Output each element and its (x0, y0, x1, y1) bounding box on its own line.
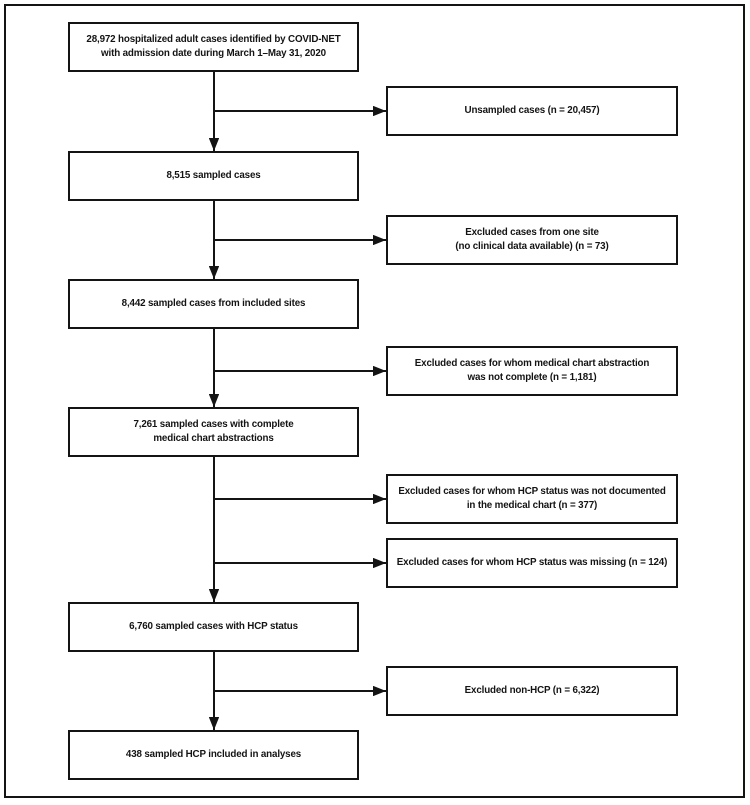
flow-box-text: 8,442 sampled cases from included sites (121, 297, 306, 309)
exclusion-box-text: Excluded cases for whom HCP status was not documented (398, 485, 666, 497)
exclusion-box-text: (no clinical data available) (n = 73) (455, 241, 609, 252)
flow-box-text: 6,760 sampled cases with HCP status (129, 620, 298, 632)
exclusion-box-non-hcp (386, 666, 678, 716)
flow-box-text: with admission date during March 1–May 31, 2020 (101, 48, 326, 59)
flow-box-hcp-status (68, 602, 359, 652)
flow-box-included-sites (68, 279, 359, 329)
exclusion-box-text: was not complete (n = 1,181) (467, 372, 597, 383)
exclusion-box-text: Excluded non-HCP (n = 6,322) (464, 684, 600, 696)
exclusion-box-text: Excluded cases from one site (465, 226, 599, 238)
flow-box-text: 7,261 sampled cases with complete (133, 418, 294, 430)
exclusion-box-unsampled (386, 86, 678, 136)
exclusion-box-text: Unsampled cases (n = 20,457) (464, 104, 600, 116)
exclusion-box-abstraction-incomplete (386, 346, 678, 396)
flow-box-text: 438 sampled HCP included in analyses (125, 748, 302, 760)
exclusion-box-hcp-not-documented (386, 474, 678, 524)
exclusion-box-text: Excluded cases for whom HCP status was missing (n = 124) (396, 556, 668, 568)
exclusion-box-text: Excluded cases for whom medical chart abstraction (414, 357, 650, 369)
flow-box-text: 8,515 sampled cases (166, 169, 261, 181)
flow-box-text: 28,972 hospitalized adult cases identified by COVID-NET (86, 33, 341, 45)
flow-box-sampled (68, 151, 359, 201)
flow-box-identified (68, 22, 359, 72)
flow-box-text: medical chart abstractions (153, 433, 274, 444)
exclusion-box-one-site (386, 215, 678, 265)
exclusion-box-text: in the medical chart (n = 377) (466, 500, 598, 511)
flow-box-final-analysis (68, 730, 359, 780)
exclusion-box-hcp-missing (386, 538, 678, 588)
flow-box-complete-abstractions (68, 407, 359, 457)
